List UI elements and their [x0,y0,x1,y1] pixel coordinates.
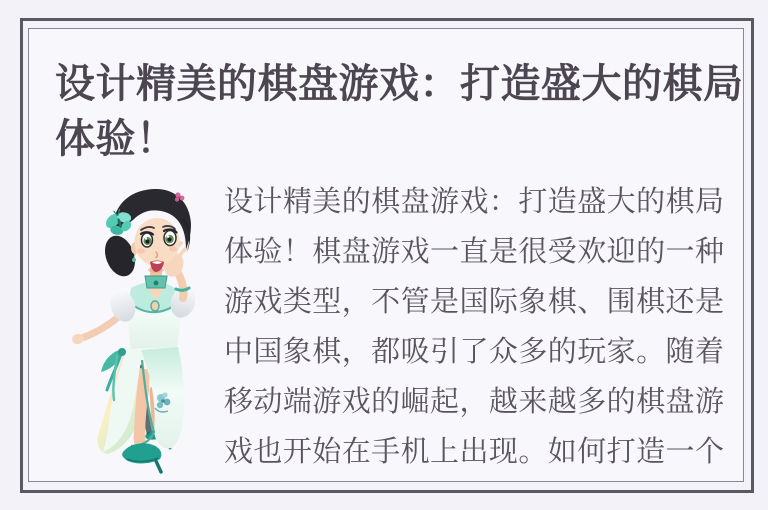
body-text-line: 戏也开始在手机上出现。如何打造一个 [224,434,724,468]
page-title [55,56,750,166]
page-title-line-2: 体验！ [55,115,177,162]
qipao-collar [145,276,167,288]
left-eye [141,232,153,247]
body-text-line: 游戏类型，不管是国际象棋、围棋还是 [224,284,724,318]
body-text-line: 体验！棋盘游戏一直是很受欢迎的一种 [224,234,724,268]
article-body [224,176,724,476]
qipao-girl-svg [57,182,205,476]
body-text-line: 移动端游戏的崛起，越来越多的棋盘游 [224,384,724,418]
character-bodice [128,282,180,349]
body-text-line: 设计精美的棋盘游戏：打造盛大的棋局 [224,184,724,218]
right-eye [164,229,177,245]
body-text-line: 中国象棋，都吸引了众多的玩家。随着 [224,334,724,368]
front-shoe [122,443,161,472]
page-title-line-1: 设计精美的棋盘游戏：打造盛大的棋局 [55,60,744,107]
character-left-arm [71,318,117,346]
qipao-girl-illustration [57,182,205,476]
